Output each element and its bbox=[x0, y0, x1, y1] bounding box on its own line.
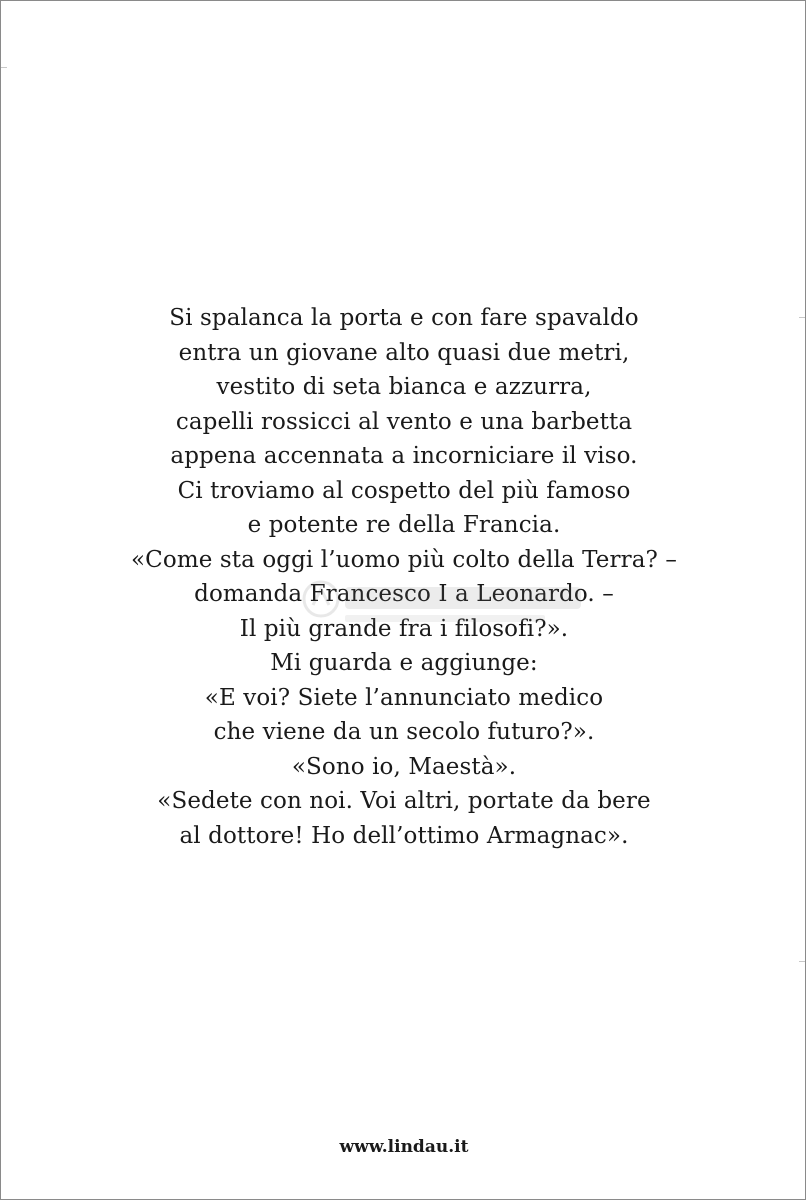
poem-line: Ci troviamo al cospetto del più famoso bbox=[177, 477, 631, 504]
poem-line: al dottore! Ho dell’ottimo Armagnac». bbox=[179, 822, 629, 849]
poem-line: appena accennata a incorniciare il viso. bbox=[170, 443, 638, 469]
poem-text bbox=[1, 301, 806, 853]
poem-line: capelli rossicci al vento e una barbetta bbox=[175, 408, 633, 435]
poem-line: «Come sta oggi l’uomo più colto della Terra? – bbox=[131, 546, 677, 573]
poem-line: e potente re della Francia. bbox=[247, 512, 561, 538]
poem-line: «Sedete con noi. Voi altri, portate da bere bbox=[157, 788, 651, 814]
crop-mark bbox=[799, 961, 805, 962]
poem-line: Il più grande fra i filosofi?». bbox=[239, 615, 569, 642]
publisher-website: www.lindau.it bbox=[339, 1137, 469, 1157]
poem-line: Mi guarda e aggiunge: bbox=[270, 650, 538, 676]
poem-line: domanda Francesco I a Leonardo. – bbox=[194, 581, 614, 607]
poem-line: entra un giovane alto quasi due metri, bbox=[178, 339, 630, 366]
poem-line: vestito di seta bianca e azzurra, bbox=[216, 374, 592, 400]
poem-line: «Sono io, Maestà». bbox=[291, 753, 517, 780]
poem-line: Si spalanca la porta e con fare spavaldo bbox=[169, 305, 639, 331]
crop-mark bbox=[1, 67, 7, 68]
poem-line: che viene da un secolo futuro?». bbox=[213, 719, 595, 745]
poem-line: «E voi? Siete l’annunciato medico bbox=[204, 684, 604, 711]
